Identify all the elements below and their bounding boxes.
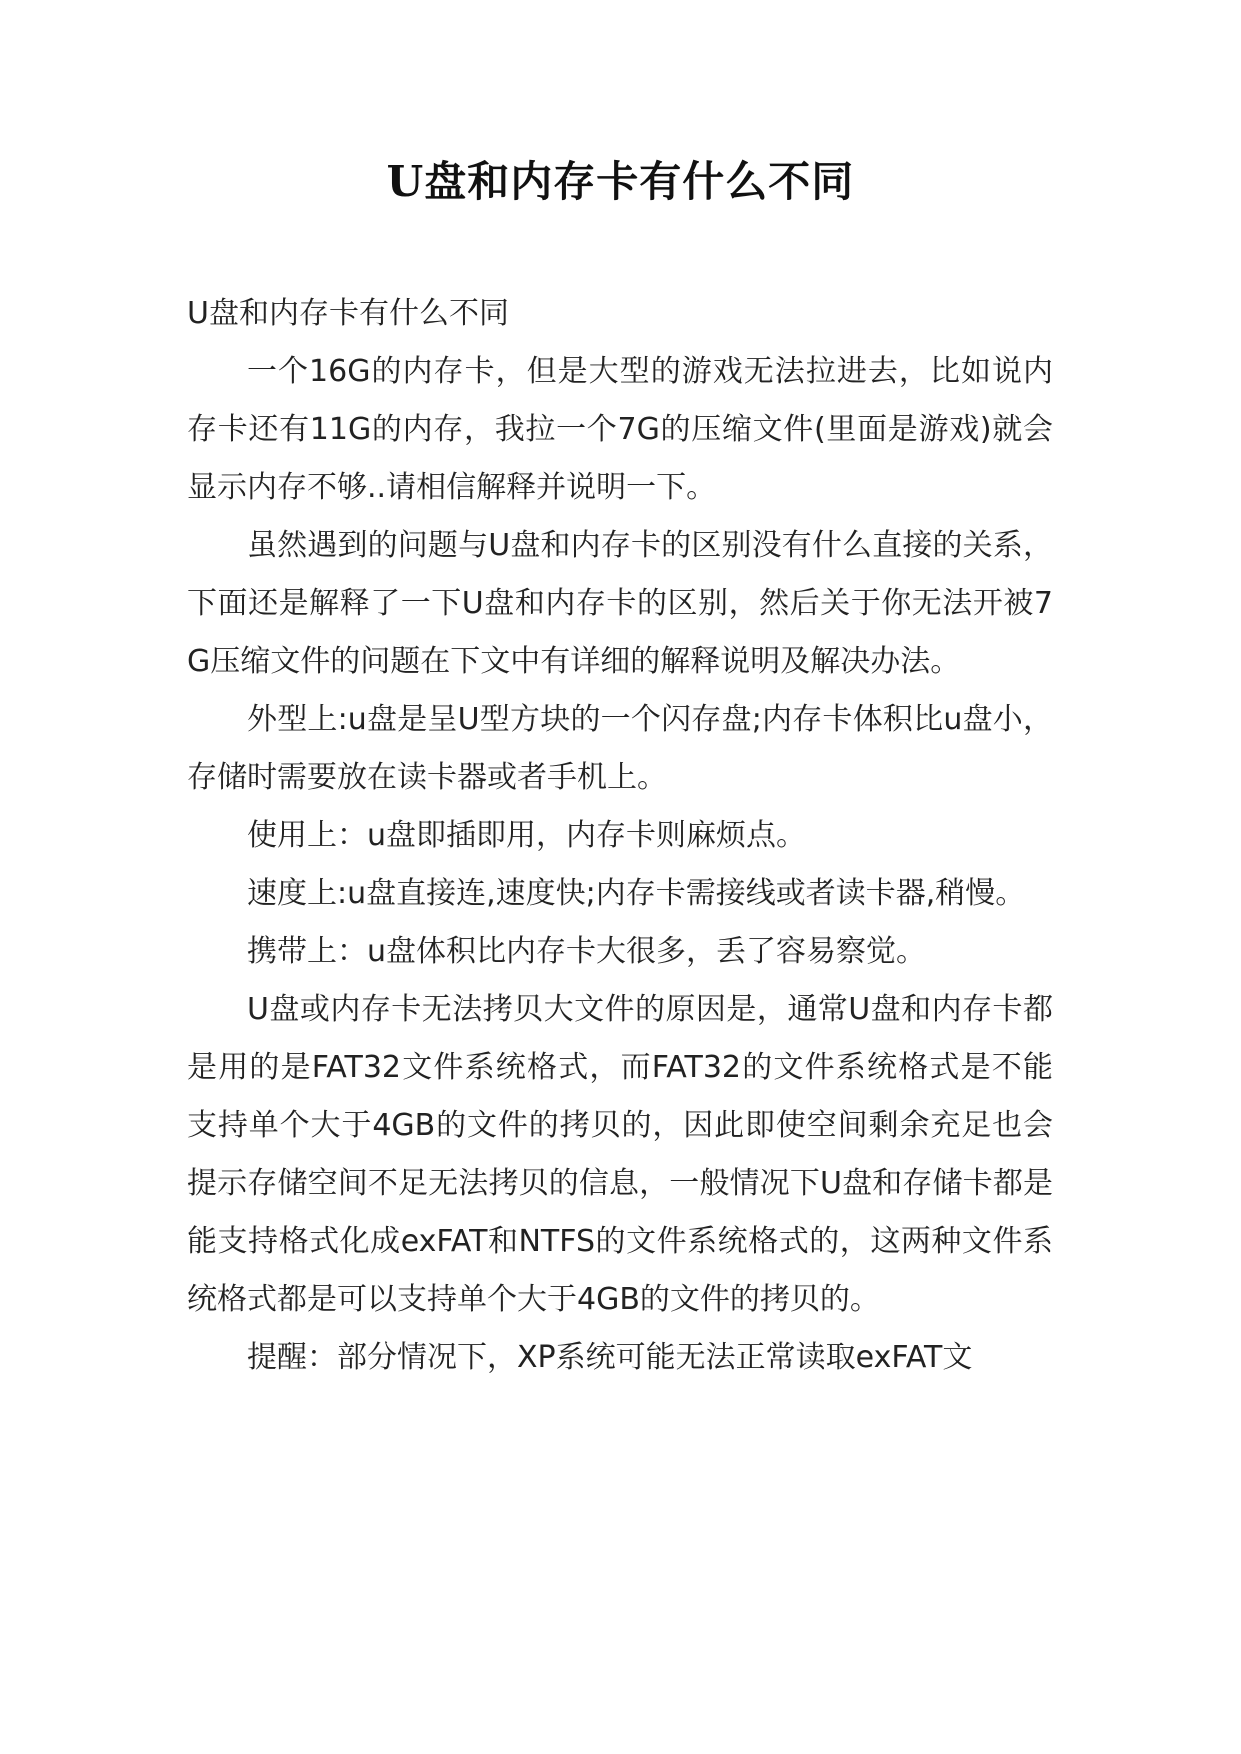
paragraph-reminder: 提醒：部分情况下，XP系统可能无法正常读取exFAT文 [247, 1340, 973, 1375]
paragraph-intro: 虽然遇到的问题与U盘和内存卡的区别没有什么直接的关系，下面还是解释了一下U盘和内存卡的区别，然后关于你无法开被7G压缩文件的问题在下文中有详细的解释说明及解决办法。 [187, 528, 1053, 679]
paragraph-portability: 携带上：u盘体积比内存卡大很多，丢了容易察觉。 [247, 934, 927, 969]
paragraph-appearance: 外型上:u盘是呈U型方块的一个闪存盘;内存卡体积比u盘小，存储时需要放在读卡器或者手机上。 [187, 702, 1053, 795]
paragraph-usage: 使用上：u盘即插即用，内存卡则麻烦点。 [247, 818, 807, 853]
paragraph-speed: 速度上:u盘直接连,速度快;内存卡需接线或者读卡器,稍慢。 [247, 876, 1026, 911]
paragraph-reason: U盘或内存卡无法拷贝大文件的原因是，通常U盘和内存卡都是用的是FAT32文件系统格式，而FAT32的文件系统格式是不能支持单个大于4GB的文件的拷贝的，因此即使空间剩余充足也会提示存储空间不足无法拷贝的信息，一般情况下U盘和存储卡都是能支持格式化成exFAT和NTFS的文件系统格式的，这两种文件系统格式都是可以支持单个大于4GB的文件的拷贝的。 [187, 992, 1053, 1317]
document-subtitle: U盘和内存卡有什么不同 [187, 296, 509, 331]
paragraph-question: 一个16G的内存卡，但是大型的游戏无法拉进去，比如说内存卡还有11G的内存，我拉一个7G的压缩文件(里面是游戏)就会显示内存不够..请相信解释并说明一下。 [187, 354, 1053, 505]
document-title: U盘和内存卡有什么不同 [386, 157, 855, 206]
document-body [187, 285, 1053, 1387]
